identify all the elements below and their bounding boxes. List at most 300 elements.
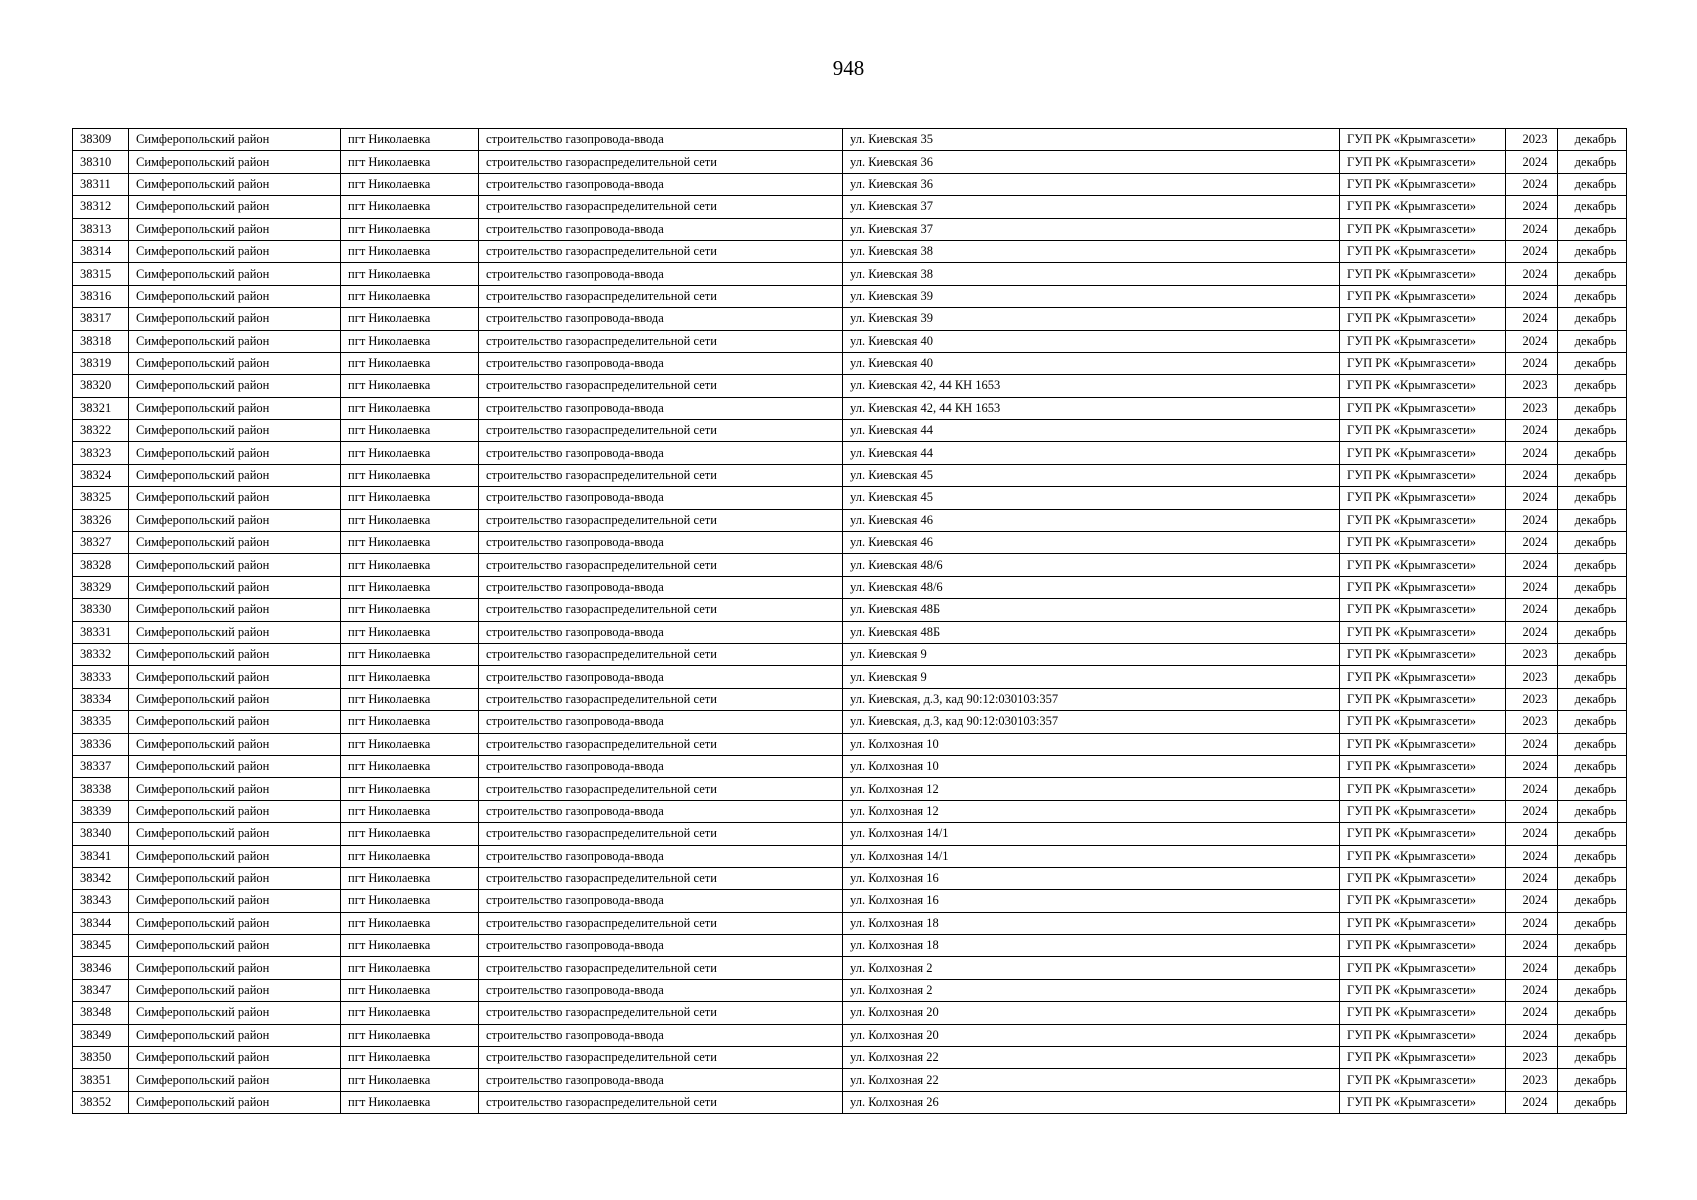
year-cell: 2024 (1506, 599, 1558, 621)
district-cell: Симферопольский район (129, 666, 341, 688)
row-number-cell: 38343 (73, 890, 129, 912)
locality-cell: пгт Николаевка (341, 263, 479, 285)
district-cell: Симферопольский район (129, 688, 341, 710)
work-type-cell: строительство газопровода-ввода (479, 263, 843, 285)
work-type-cell: строительство газопровода-ввода (479, 800, 843, 822)
year-cell: 2024 (1506, 845, 1558, 867)
row-number-cell: 38310 (73, 151, 129, 173)
locality-cell: пгт Николаевка (341, 867, 479, 889)
address-cell: ул. Колхозная 26 (843, 1091, 1340, 1113)
year-cell: 2023 (1506, 1047, 1558, 1069)
locality-cell: пгт Николаевка (341, 957, 479, 979)
month-cell: декабрь (1558, 643, 1627, 665)
row-number-cell: 38311 (73, 173, 129, 195)
address-cell: ул. Киевская 36 (843, 151, 1340, 173)
district-cell: Симферопольский район (129, 375, 341, 397)
organization-cell: ГУП РК «Крымгазсети» (1340, 509, 1506, 531)
row-number-cell: 38346 (73, 957, 129, 979)
row-number-cell: 38322 (73, 420, 129, 442)
organization-cell: ГУП РК «Крымгазсети» (1340, 218, 1506, 240)
row-number-cell: 38324 (73, 464, 129, 486)
row-number-cell: 38323 (73, 442, 129, 464)
row-number-cell: 38329 (73, 576, 129, 598)
gasification-register-table (72, 128, 1627, 1114)
table-row (73, 733, 1627, 755)
table-row (73, 711, 1627, 733)
month-cell: декабрь (1558, 509, 1627, 531)
month-cell: декабрь (1558, 330, 1627, 352)
work-type-cell: строительство газораспределительной сети (479, 778, 843, 800)
year-cell: 2023 (1506, 129, 1558, 151)
locality-cell: пгт Николаевка (341, 643, 479, 665)
district-cell: Симферопольский район (129, 532, 341, 554)
row-number-cell: 38350 (73, 1047, 129, 1069)
table-row (73, 576, 1627, 598)
row-number-cell: 38345 (73, 935, 129, 957)
work-type-cell: строительство газопровода-ввода (479, 621, 843, 643)
address-cell: ул. Киевская 38 (843, 240, 1340, 262)
year-cell: 2024 (1506, 532, 1558, 554)
month-cell: декабрь (1558, 240, 1627, 262)
table-row (73, 666, 1627, 688)
organization-cell: ГУП РК «Крымгазсети» (1340, 800, 1506, 822)
work-type-cell: строительство газораспределительной сети (479, 196, 843, 218)
row-number-cell: 38319 (73, 352, 129, 374)
table-row (73, 129, 1627, 151)
month-cell: декабрь (1558, 800, 1627, 822)
organization-cell: ГУП РК «Крымгазсети» (1340, 554, 1506, 576)
work-type-cell: строительство газопровода-ввода (479, 1024, 843, 1046)
district-cell: Симферопольский район (129, 867, 341, 889)
page-number: 948 (832, 56, 865, 80)
locality-cell: пгт Николаевка (341, 554, 479, 576)
month-cell: декабрь (1558, 487, 1627, 509)
organization-cell: ГУП РК «Крымгазсети» (1340, 576, 1506, 598)
table-row (73, 935, 1627, 957)
district-cell: Симферопольский район (129, 823, 341, 845)
row-number-cell: 38342 (73, 867, 129, 889)
address-cell: ул. Колхозная 20 (843, 1002, 1340, 1024)
work-type-cell: строительство газопровода-ввода (479, 935, 843, 957)
district-cell: Симферопольский район (129, 129, 341, 151)
locality-cell: пгт Николаевка (341, 129, 479, 151)
row-number-cell: 38332 (73, 643, 129, 665)
address-cell: ул. Колхозная 22 (843, 1047, 1340, 1069)
district-cell: Симферопольский район (129, 464, 341, 486)
work-type-cell: строительство газораспределительной сети (479, 509, 843, 531)
year-cell: 2024 (1506, 755, 1558, 777)
work-type-cell: строительство газораспределительной сети (479, 957, 843, 979)
organization-cell: ГУП РК «Крымгазсети» (1340, 755, 1506, 777)
address-cell: ул. Колхозная 20 (843, 1024, 1340, 1046)
district-cell: Симферопольский район (129, 778, 341, 800)
year-cell: 2024 (1506, 509, 1558, 531)
table-row (73, 240, 1627, 262)
address-cell: ул. Киевская 46 (843, 532, 1340, 554)
month-cell: декабрь (1558, 778, 1627, 800)
table-row (73, 487, 1627, 509)
district-cell: Симферопольский район (129, 397, 341, 419)
address-cell: ул. Колхозная 14/1 (843, 823, 1340, 845)
year-cell: 2024 (1506, 352, 1558, 374)
address-cell: ул. Киевская 48/6 (843, 554, 1340, 576)
work-type-cell: строительство газопровода-ввода (479, 666, 843, 688)
month-cell: декабрь (1558, 890, 1627, 912)
work-type-cell: строительство газораспределительной сети (479, 733, 843, 755)
row-number-cell: 38309 (73, 129, 129, 151)
organization-cell: ГУП РК «Крымгазсети» (1340, 285, 1506, 307)
district-cell: Симферопольский район (129, 420, 341, 442)
locality-cell: пгт Николаевка (341, 442, 479, 464)
row-number-cell: 38349 (73, 1024, 129, 1046)
year-cell: 2024 (1506, 957, 1558, 979)
table-row (73, 957, 1627, 979)
month-cell: декабрь (1558, 397, 1627, 419)
year-cell: 2024 (1506, 890, 1558, 912)
table-row (73, 755, 1627, 777)
row-number-cell: 38334 (73, 688, 129, 710)
work-type-cell: строительство газораспределительной сети (479, 375, 843, 397)
month-cell: декабрь (1558, 688, 1627, 710)
month-cell: декабрь (1558, 285, 1627, 307)
locality-cell: пгт Николаевка (341, 599, 479, 621)
year-cell: 2024 (1506, 554, 1558, 576)
month-cell: декабрь (1558, 352, 1627, 374)
organization-cell: ГУП РК «Крымгазсети» (1340, 129, 1506, 151)
work-type-cell: строительство газораспределительной сети (479, 464, 843, 486)
year-cell: 2024 (1506, 823, 1558, 845)
district-cell: Симферопольский район (129, 1091, 341, 1113)
work-type-cell: строительство газораспределительной сети (479, 420, 843, 442)
year-cell: 2024 (1506, 330, 1558, 352)
address-cell: ул. Киевская 48Б (843, 621, 1340, 643)
work-type-cell: строительство газораспределительной сети (479, 554, 843, 576)
district-cell: Симферопольский район (129, 643, 341, 665)
organization-cell: ГУП РК «Крымгазсети» (1340, 778, 1506, 800)
month-cell: декабрь (1558, 867, 1627, 889)
locality-cell: пгт Николаевка (341, 285, 479, 307)
month-cell: декабрь (1558, 1069, 1627, 1091)
work-type-cell: строительство газопровода-ввода (479, 129, 843, 151)
table-row (73, 1047, 1627, 1069)
address-cell: ул. Киевская 44 (843, 442, 1340, 464)
month-cell: декабрь (1558, 957, 1627, 979)
address-cell: ул. Киевская 45 (843, 464, 1340, 486)
table-row (73, 643, 1627, 665)
organization-cell: ГУП РК «Крымгазсети» (1340, 397, 1506, 419)
organization-cell: ГУП РК «Крымгазсети» (1340, 666, 1506, 688)
locality-cell: пгт Николаевка (341, 935, 479, 957)
organization-cell: ГУП РК «Крымгазсети» (1340, 532, 1506, 554)
table-row (73, 800, 1627, 822)
locality-cell: пгт Николаевка (341, 1002, 479, 1024)
year-cell: 2023 (1506, 375, 1558, 397)
locality-cell: пгт Николаевка (341, 823, 479, 845)
district-cell: Симферопольский район (129, 1069, 341, 1091)
locality-cell: пгт Николаевка (341, 1024, 479, 1046)
locality-cell: пгт Николаевка (341, 397, 479, 419)
row-number-cell: 38352 (73, 1091, 129, 1113)
row-number-cell: 38348 (73, 1002, 129, 1024)
year-cell: 2024 (1506, 173, 1558, 195)
work-type-cell: строительство газораспределительной сети (479, 151, 843, 173)
work-type-cell: строительство газопровода-ввода (479, 487, 843, 509)
locality-cell: пгт Николаевка (341, 330, 479, 352)
table-row (73, 1024, 1627, 1046)
address-cell: ул. Колхозная 18 (843, 935, 1340, 957)
district-cell: Симферопольский район (129, 733, 341, 755)
year-cell: 2024 (1506, 196, 1558, 218)
district-cell: Симферопольский район (129, 935, 341, 957)
address-cell: ул. Киевская, д.3, кад 90:12:030103:357 (843, 711, 1340, 733)
work-type-cell: строительство газопровода-ввода (479, 845, 843, 867)
row-number-cell: 38335 (73, 711, 129, 733)
row-number-cell: 38351 (73, 1069, 129, 1091)
row-number-cell: 38330 (73, 599, 129, 621)
district-cell: Симферопольский район (129, 487, 341, 509)
organization-cell: ГУП РК «Крымгазсети» (1340, 240, 1506, 262)
row-number-cell: 38344 (73, 912, 129, 934)
address-cell: ул. Колхозная 10 (843, 733, 1340, 755)
month-cell: декабрь (1558, 576, 1627, 598)
year-cell: 2024 (1506, 487, 1558, 509)
work-type-cell: строительство газораспределительной сети (479, 912, 843, 934)
work-type-cell: строительство газораспределительной сети (479, 599, 843, 621)
organization-cell: ГУП РК «Крымгазсети» (1340, 912, 1506, 934)
locality-cell: пгт Николаевка (341, 666, 479, 688)
address-cell: ул. Киевская 45 (843, 487, 1340, 509)
address-cell: ул. Киевская 44 (843, 420, 1340, 442)
address-cell: ул. Киевская 42, 44 КН 1653 (843, 397, 1340, 419)
address-cell: ул. Киевская 36 (843, 173, 1340, 195)
year-cell: 2024 (1506, 778, 1558, 800)
work-type-cell: строительство газораспределительной сети (479, 1002, 843, 1024)
locality-cell: пгт Николаевка (341, 240, 479, 262)
district-cell: Симферопольский район (129, 621, 341, 643)
address-cell: ул. Колхозная 2 (843, 979, 1340, 1001)
month-cell: декабрь (1558, 845, 1627, 867)
district-cell: Симферопольский район (129, 285, 341, 307)
organization-cell: ГУП РК «Крымгазсети» (1340, 1047, 1506, 1069)
year-cell: 2024 (1506, 912, 1558, 934)
work-type-cell: строительство газораспределительной сети (479, 688, 843, 710)
address-cell: ул. Киевская 39 (843, 308, 1340, 330)
work-type-cell: строительство газопровода-ввода (479, 397, 843, 419)
organization-cell: ГУП РК «Крымгазсети» (1340, 487, 1506, 509)
month-cell: декабрь (1558, 733, 1627, 755)
organization-cell: ГУП РК «Крымгазсети» (1340, 599, 1506, 621)
locality-cell: пгт Николаевка (341, 979, 479, 1001)
month-cell: декабрь (1558, 1091, 1627, 1113)
district-cell: Симферопольский район (129, 800, 341, 822)
row-number-cell: 38325 (73, 487, 129, 509)
district-cell: Симферопольский район (129, 442, 341, 464)
year-cell: 2024 (1506, 308, 1558, 330)
locality-cell: пгт Николаевка (341, 1047, 479, 1069)
table-row (73, 352, 1627, 374)
organization-cell: ГУП РК «Крымгазсети» (1340, 263, 1506, 285)
month-cell: декабрь (1558, 823, 1627, 845)
district-cell: Симферопольский район (129, 330, 341, 352)
organization-cell: ГУП РК «Крымгазсети» (1340, 890, 1506, 912)
district-cell: Симферопольский район (129, 308, 341, 330)
row-number-cell: 38347 (73, 979, 129, 1001)
locality-cell: пгт Николаевка (341, 173, 479, 195)
row-number-cell: 38326 (73, 509, 129, 531)
organization-cell: ГУП РК «Крымгазсети» (1340, 1024, 1506, 1046)
work-type-cell: строительство газопровода-ввода (479, 979, 843, 1001)
address-cell: ул. Колхозная 12 (843, 778, 1340, 800)
table-row (73, 173, 1627, 195)
organization-cell: ГУП РК «Крымгазсети» (1340, 643, 1506, 665)
month-cell: декабрь (1558, 464, 1627, 486)
table-row (73, 867, 1627, 889)
locality-cell: пгт Николаевка (341, 800, 479, 822)
year-cell: 2024 (1506, 263, 1558, 285)
table-body (73, 129, 1627, 1114)
district-cell: Симферопольский район (129, 218, 341, 240)
organization-cell: ГУП РК «Крымгазсети» (1340, 957, 1506, 979)
row-number-cell: 38339 (73, 800, 129, 822)
table-row (73, 688, 1627, 710)
month-cell: декабрь (1558, 554, 1627, 576)
row-number-cell: 38340 (73, 823, 129, 845)
address-cell: ул. Колхозная 16 (843, 867, 1340, 889)
month-cell: декабрь (1558, 935, 1627, 957)
row-number-cell: 38315 (73, 263, 129, 285)
month-cell: декабрь (1558, 1002, 1627, 1024)
work-type-cell: строительство газораспределительной сети (479, 285, 843, 307)
organization-cell: ГУП РК «Крымгазсети» (1340, 151, 1506, 173)
address-cell: ул. Киевская 48Б (843, 599, 1340, 621)
month-cell: декабрь (1558, 1047, 1627, 1069)
organization-cell: ГУП РК «Крымгазсети» (1340, 375, 1506, 397)
locality-cell: пгт Николаевка (341, 890, 479, 912)
district-cell: Симферопольский район (129, 957, 341, 979)
table-row (73, 890, 1627, 912)
table-row (73, 599, 1627, 621)
locality-cell: пгт Николаевка (341, 755, 479, 777)
district-cell: Симферопольский район (129, 711, 341, 733)
month-cell: декабрь (1558, 621, 1627, 643)
row-number-cell: 38338 (73, 778, 129, 800)
address-cell: ул. Киевская 9 (843, 666, 1340, 688)
month-cell: декабрь (1558, 912, 1627, 934)
row-number-cell: 38321 (73, 397, 129, 419)
address-cell: ул. Колхозная 2 (843, 957, 1340, 979)
address-cell: ул. Киевская 35 (843, 129, 1340, 151)
organization-cell: ГУП РК «Крымгазсети» (1340, 733, 1506, 755)
work-type-cell: строительство газопровода-ввода (479, 576, 843, 598)
address-cell: ул. Киевская 9 (843, 643, 1340, 665)
work-type-cell: строительство газопровода-ввода (479, 1069, 843, 1091)
table-row (73, 554, 1627, 576)
year-cell: 2024 (1506, 218, 1558, 240)
district-cell: Симферопольский район (129, 979, 341, 1001)
year-cell: 2023 (1506, 397, 1558, 419)
row-number-cell: 38331 (73, 621, 129, 643)
month-cell: декабрь (1558, 599, 1627, 621)
year-cell: 2024 (1506, 442, 1558, 464)
year-cell: 2024 (1506, 935, 1558, 957)
table-row (73, 308, 1627, 330)
organization-cell: ГУП РК «Крымгазсети» (1340, 196, 1506, 218)
district-cell: Симферопольский район (129, 151, 341, 173)
year-cell: 2024 (1506, 285, 1558, 307)
work-type-cell: строительство газопровода-ввода (479, 218, 843, 240)
locality-cell: пгт Николаевка (341, 308, 479, 330)
address-cell: ул. Киевская 48/6 (843, 576, 1340, 598)
address-cell: ул. Колхозная 10 (843, 755, 1340, 777)
year-cell: 2024 (1506, 464, 1558, 486)
address-cell: ул. Колхозная 18 (843, 912, 1340, 934)
locality-cell: пгт Николаевка (341, 912, 479, 934)
table-row (73, 464, 1627, 486)
district-cell: Симферопольский район (129, 352, 341, 374)
locality-cell: пгт Николаевка (341, 621, 479, 643)
work-type-cell: строительство газораспределительной сети (479, 330, 843, 352)
district-cell: Симферопольский район (129, 1047, 341, 1069)
table-row (73, 285, 1627, 307)
table-row (73, 330, 1627, 352)
month-cell: декабрь (1558, 263, 1627, 285)
district-cell: Симферопольский район (129, 890, 341, 912)
table-row (73, 420, 1627, 442)
organization-cell: ГУП РК «Крымгазсети» (1340, 442, 1506, 464)
organization-cell: ГУП РК «Крымгазсети» (1340, 1069, 1506, 1091)
locality-cell: пгт Николаевка (341, 196, 479, 218)
work-type-cell: строительство газораспределительной сети (479, 643, 843, 665)
month-cell: декабрь (1558, 420, 1627, 442)
locality-cell: пгт Николаевка (341, 733, 479, 755)
organization-cell: ГУП РК «Крымгазсети» (1340, 688, 1506, 710)
month-cell: декабрь (1558, 979, 1627, 1001)
month-cell: декабрь (1558, 666, 1627, 688)
table-row (73, 621, 1627, 643)
work-type-cell: строительство газопровода-ввода (479, 755, 843, 777)
address-cell: ул. Киевская 40 (843, 352, 1340, 374)
organization-cell: ГУП РК «Крымгазсети» (1340, 308, 1506, 330)
row-number-cell: 38328 (73, 554, 129, 576)
row-number-cell: 38327 (73, 532, 129, 554)
district-cell: Симферопольский район (129, 554, 341, 576)
locality-cell: пгт Николаевка (341, 845, 479, 867)
year-cell: 2024 (1506, 420, 1558, 442)
address-cell: ул. Киевская, д.3, кад 90:12:030103:357 (843, 688, 1340, 710)
row-number-cell: 38337 (73, 755, 129, 777)
locality-cell: пгт Николаевка (341, 487, 479, 509)
district-cell: Симферопольский район (129, 1024, 341, 1046)
year-cell: 2023 (1506, 1069, 1558, 1091)
row-number-cell: 38316 (73, 285, 129, 307)
locality-cell: пгт Николаевка (341, 532, 479, 554)
district-cell: Симферопольский район (129, 576, 341, 598)
locality-cell: пгт Николаевка (341, 151, 479, 173)
locality-cell: пгт Николаевка (341, 509, 479, 531)
locality-cell: пгт Николаевка (341, 1069, 479, 1091)
table-row (73, 509, 1627, 531)
table-row (73, 823, 1627, 845)
work-type-cell: строительство газопровода-ввода (479, 532, 843, 554)
locality-cell: пгт Николаевка (341, 464, 479, 486)
organization-cell: ГУП РК «Крымгазсети» (1340, 1091, 1506, 1113)
table-row (73, 218, 1627, 240)
row-number-cell: 38313 (73, 218, 129, 240)
year-cell: 2024 (1506, 240, 1558, 262)
address-cell: ул. Киевская 37 (843, 196, 1340, 218)
address-cell: ул. Киевская 40 (843, 330, 1340, 352)
table-row (73, 442, 1627, 464)
